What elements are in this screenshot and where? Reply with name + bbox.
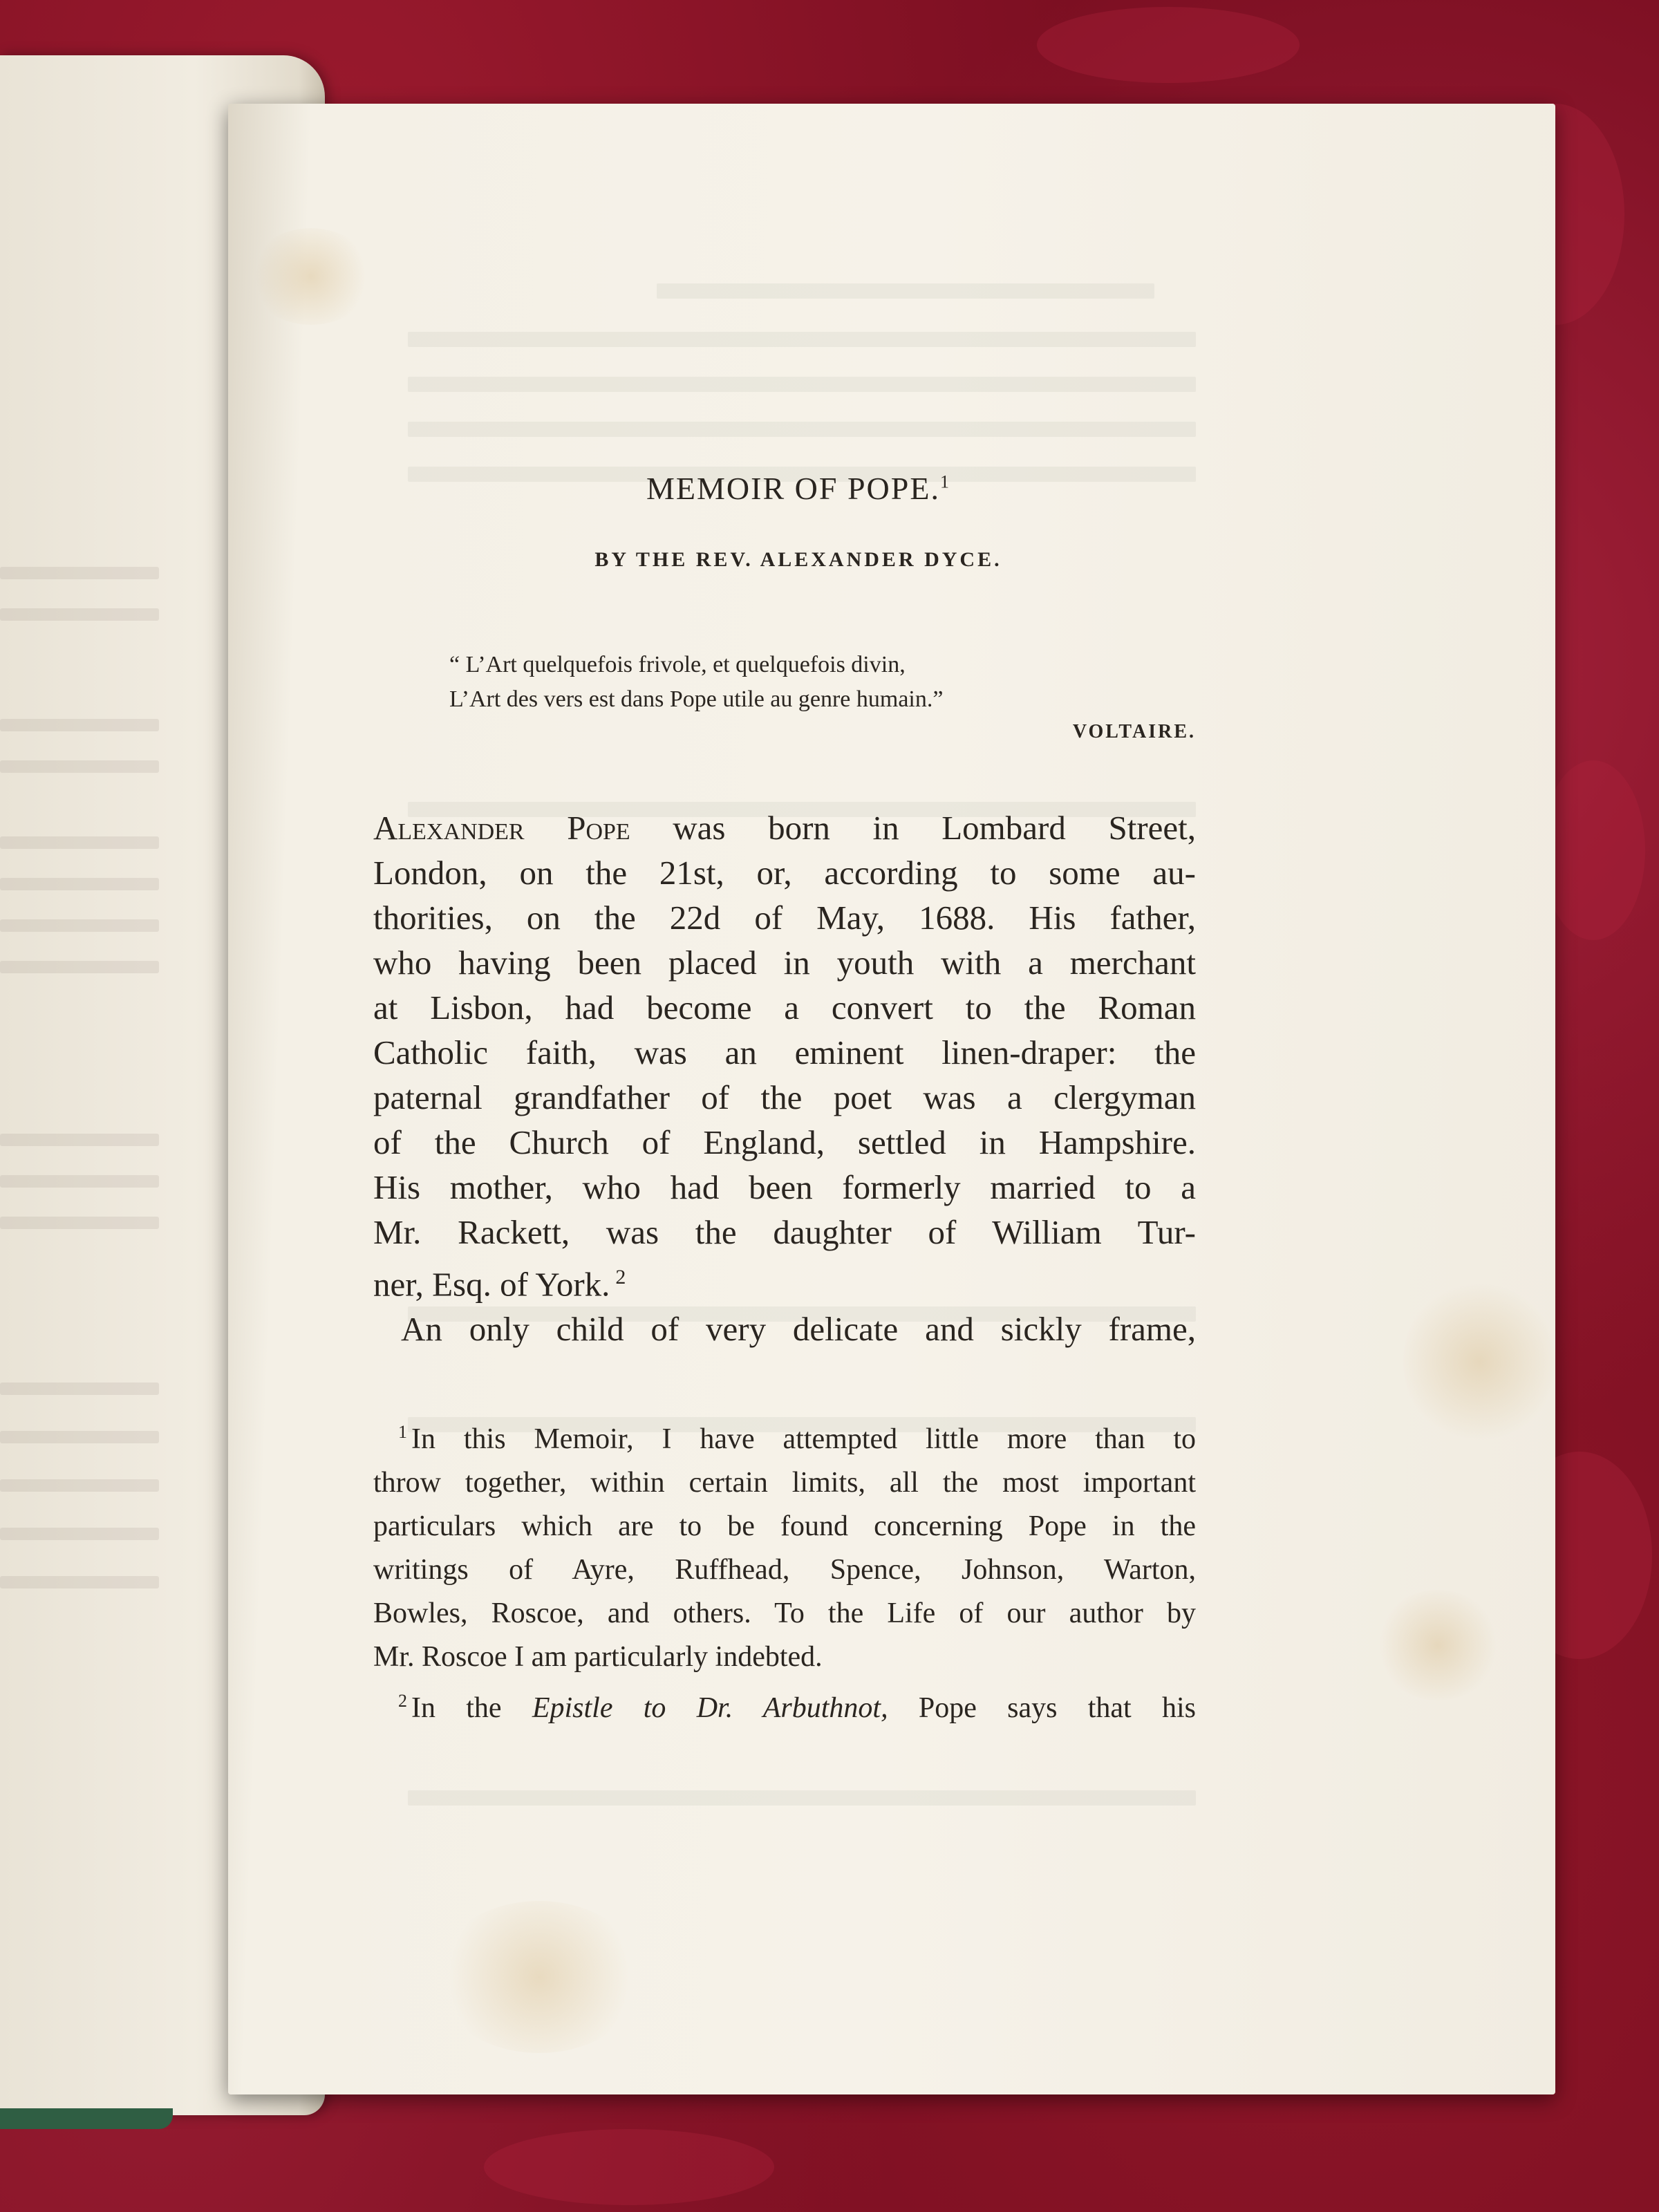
bleed-through-text <box>0 919 159 932</box>
footnote-number: 2 <box>398 1691 407 1712</box>
foxing-stain <box>249 228 373 325</box>
title-text: MEMOIR OF POPE. <box>646 471 940 506</box>
bleed-through-text <box>0 1175 159 1188</box>
bleed-through-text <box>408 332 1196 347</box>
footnote-line: writings of Ayre, Ruffhead, Spence, Johnson, Warton, <box>373 1554 1196 1586</box>
body-line: who having been placed in youth with a merchant <box>373 944 1196 982</box>
tablecloth-pattern <box>1541 760 1645 940</box>
footnote-line: Mr. Roscoe I am particularly indebted. <box>373 1641 823 1674</box>
footnote-marker: 2 <box>615 1266 626 1288</box>
epigraph <box>449 648 1196 717</box>
tablecloth-pattern <box>484 2129 774 2205</box>
page-title <box>401 470 1196 507</box>
bleed-through-text <box>0 961 159 973</box>
bleed-through-text <box>0 608 159 621</box>
opening-name: Alexander Pope <box>373 809 630 847</box>
bleed-through-text <box>0 1576 159 1588</box>
body-line: paternal grandfather of the poet was a clergyman <box>373 1078 1196 1116</box>
bleed-through-text <box>0 1431 159 1443</box>
footnote-line: Bowles, Roscoe, and others. To the Life of our author by <box>373 1597 1196 1630</box>
body-line: of the Church of England, settled in Hampshire. <box>373 1123 1196 1161</box>
bleed-through-text <box>0 1382 159 1395</box>
footnote-text: Pope says that his <box>888 1692 1197 1725</box>
footnote-number: 1 <box>398 1422 407 1443</box>
footnote-line: throw together, within certain limits, all the most important <box>373 1467 1196 1499</box>
bleed-through-text <box>0 1479 159 1492</box>
book-cover-edge <box>0 2108 173 2129</box>
foxing-stain <box>1376 1590 1500 1700</box>
page-text <box>373 470 1196 1730</box>
bleed-through-text <box>0 1528 159 1540</box>
byline: BY THE REV. ALEXANDER DYCE. <box>594 548 1002 571</box>
foxing-stain <box>435 1901 643 2053</box>
bleed-through-text <box>0 567 159 579</box>
body-line-text: was born in Lombard Street, <box>630 809 1196 847</box>
epigraph-line: L’Art des vers est dans Pope utile au genre humain.” <box>449 686 944 712</box>
footnotes <box>373 1410 1196 1730</box>
bleed-through-text <box>0 1217 159 1229</box>
bleed-through-text <box>408 377 1196 392</box>
bleed-through-text <box>0 1134 159 1146</box>
body-line: thorities, on the 22d of May, 1688. His father, <box>373 899 1196 937</box>
body-line: Mr. Rackett, was the daughter of William Tur- <box>373 1213 1196 1251</box>
footnote-text: In the <box>411 1692 532 1725</box>
footnote-line: particulars which are to be found concerning Pope in the <box>373 1510 1196 1543</box>
body-text <box>373 805 1196 1351</box>
body-line <box>373 805 1196 850</box>
bleed-through-text <box>0 836 159 849</box>
bleed-through-text <box>0 760 159 773</box>
title-footnote-marker: 1 <box>939 471 950 492</box>
bleed-through-text <box>657 283 1154 299</box>
epigraph-author: VOLTAIRE. <box>1072 721 1196 742</box>
tablecloth-pattern <box>1037 7 1300 83</box>
bleed-through-text <box>0 878 159 890</box>
footnote-text: In this Memoir, I have attempted little more than to <box>411 1423 1196 1456</box>
body-line: His mother, who had been formerly married to a <box>373 1168 1196 1206</box>
footnote-line <box>373 1679 1196 1730</box>
foxing-stain <box>1403 1279 1555 1445</box>
bleed-through-text <box>0 719 159 731</box>
body-line-text: ner, Esq. of York. <box>373 1265 610 1304</box>
body-line <box>373 1255 1196 1306</box>
epigraph-line: “ L’Art quelquefois frivole, et quelquefois divin, <box>449 652 906 677</box>
footnote-line <box>373 1410 1196 1461</box>
body-line: Catholic faith, was an eminent linen-draper: the <box>373 1033 1196 1071</box>
body-line: at Lisbon, had become a convert to the Roman <box>373 988 1196 1027</box>
body-line: An only child of very delicate and sickly frame, <box>401 1310 1196 1349</box>
footnote-italic-title: Epistle to Dr. Arbuthnot, <box>532 1692 888 1725</box>
bleed-through-text <box>408 422 1196 437</box>
body-line: London, on the 21st, or, according to some au- <box>373 854 1196 892</box>
bleed-through-text <box>408 1790 1196 1806</box>
